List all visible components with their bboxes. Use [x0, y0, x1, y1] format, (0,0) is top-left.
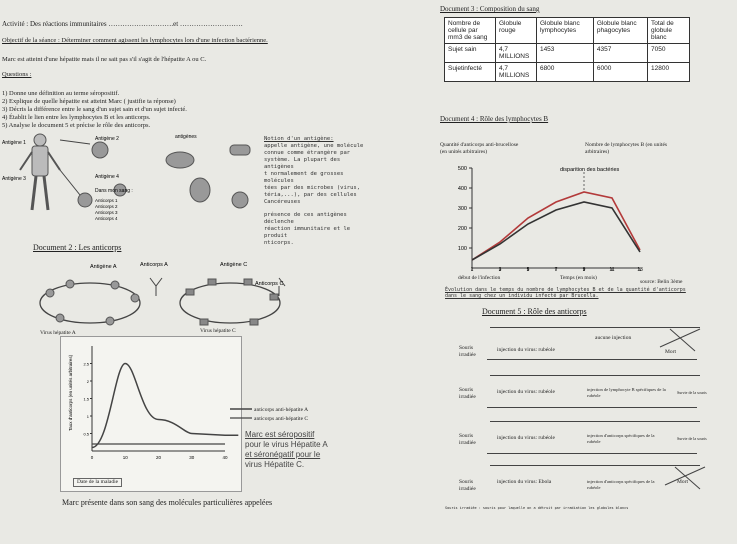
virus-a-label: Virus hépatite A — [40, 330, 76, 336]
result-label: Survie de la souris — [677, 436, 707, 441]
definition-line: Notion d'un antigène: — [264, 136, 334, 142]
x-tick-label: 40 — [222, 455, 228, 460]
doc2-title: Document 2 : Les anticorps — [33, 243, 122, 252]
antigen-c-label: Antigène C — [220, 262, 248, 268]
y-tick-label: 200 — [457, 226, 467, 232]
antibody-1-label: Anticorps 1 — [95, 198, 118, 203]
doc5-experiments — [455, 325, 715, 505]
souris-label: Souris irradiée — [459, 345, 476, 358]
header-cell: Globule blanc phagocytes — [593, 18, 647, 44]
bacteria-annotation: disparition des bactéries — [560, 167, 620, 173]
souris-label: Souris irradiée — [459, 387, 476, 400]
y-tick-label: 0.5 — [83, 431, 89, 437]
injection-label: injection du virus: rubéole — [497, 347, 555, 353]
legend-hep-c: anticorps anti-hépatite C — [254, 416, 309, 422]
definition-line: téria,...), par des cellules Cancéreuses — [264, 192, 357, 205]
header-cell: Total de globule blanc — [648, 18, 690, 44]
virus-c-shape — [180, 283, 280, 323]
definition-line: tées par des microbes (virus, — [264, 185, 361, 191]
conclusion-line: virus Hépatite C. — [245, 460, 305, 469]
series-hep-a-line — [92, 364, 238, 448]
injection-label: injection du virus: rubéole — [497, 435, 555, 441]
objective: Objectif de la séance : Déterminer comment agissent les lymphocytes lors d'une infection bactérienne. — [2, 37, 268, 44]
header-cell: Globule rouge — [496, 18, 537, 44]
doc4-y-right-title: Nombre de lymphocytes B (en unités arbitraires) — [585, 142, 668, 155]
question-2: 2) Explique de quelle hépatite est atteint Marc ( justifie ta réponse) — [2, 98, 176, 105]
definition-line: réaction immunitaire et le produit — [264, 226, 351, 239]
antigens-label: antigènes — [175, 134, 197, 140]
questions-title: Questions : — [2, 71, 32, 78]
x-tick-label: 13 — [637, 267, 643, 273]
question-4: 4) Établit le lien entre les lymphocytes B et les anticorps. — [2, 114, 151, 121]
x-tick-label: 7 — [554, 267, 558, 273]
third-label: injection d'anticorps spécifiques de la rubéole — [587, 479, 655, 490]
antigen-illustration — [0, 130, 290, 240]
x-tick-label: 0 — [90, 455, 94, 460]
injection-label: injection du virus: Ebola — [497, 479, 552, 485]
question-1: 1) Donne une définition au terme séropositif. — [2, 90, 120, 97]
experiment-row — [455, 463, 715, 503]
doc5-footnote: Souris irradiée : souris pour laquelle on a détruit par irradiation les globules blancs — [445, 506, 629, 510]
lymphocyte-b-chart — [440, 160, 690, 280]
header-cell: Globule blanc lymphocytes — [536, 18, 593, 44]
definition-line: nticorps. — [264, 240, 294, 246]
case-statement: Marc est atteint d'une hépatite mais il ne sait pas s'il s'agit de l'hépatite A ou C. — [2, 56, 207, 63]
x-tick-label: 10 — [122, 455, 128, 460]
definition-line: connue comme étrangère par — [264, 150, 351, 156]
x-tick-label: 1 — [470, 267, 474, 273]
bottom-statement: Marc présente dans son sang des molécules particulières appelées — [62, 498, 273, 507]
antibody-virus-diagram — [30, 258, 290, 338]
mouse-icon — [660, 463, 710, 491]
result-label: Mort — [665, 349, 676, 355]
table-cell: 1453 — [536, 44, 593, 63]
question-3: 3) Décris la différence entre le sang d'un sujet sain et d'un sujet infecté. — [2, 106, 187, 113]
table-cell: 6000 — [593, 63, 647, 82]
virus-a-shape — [40, 283, 140, 323]
conclusion-line: Marc est séropositif — [245, 430, 315, 439]
definition-line: présence de ces antigènes déclenche — [264, 212, 347, 225]
antigen-definition — [264, 136, 372, 247]
conclusion-line: et séronégatif pour le — [245, 450, 321, 459]
table-cell: 4,7 MILLIONS — [496, 44, 537, 63]
mouse-icon — [655, 325, 705, 355]
injection-label: injection du virus: rubéole — [497, 389, 555, 395]
conclusion-line: pour le virus Hépatite A — [245, 440, 328, 449]
antigen-3-label: Antigène 3 — [2, 176, 26, 182]
x-tick-label: 5 — [526, 267, 530, 273]
y-tick-label: 1 — [86, 414, 89, 419]
x-tick-label: 11 — [609, 267, 615, 273]
souris-label: Souris irradiée — [459, 479, 476, 492]
table-cell: 12800 — [648, 63, 690, 82]
experiment-row — [455, 417, 715, 461]
header-cell: Nombre de cellule par mm3 de sang — [445, 18, 496, 44]
marc-y-label: Taux d'anticorps (en unités arbitraires) — [68, 354, 73, 431]
y-tick-label: 100 — [457, 246, 467, 252]
series-line-1 — [472, 192, 640, 260]
series-line-2 — [472, 202, 640, 260]
experiment-row — [455, 325, 715, 369]
marc-conclusion — [245, 430, 328, 470]
antibody-a-label: Anticorps A — [140, 262, 168, 268]
x-tick-label: 30 — [189, 455, 195, 460]
table-cell: 4357 — [593, 44, 647, 63]
x-tick-label: 3 — [498, 267, 502, 273]
table-cell: Sujet sain — [445, 44, 496, 63]
y-tick-label: 2 — [86, 379, 89, 384]
experiment-row — [455, 371, 715, 415]
antigen-4-label: Antigène 4 — [95, 174, 119, 180]
antibody-a-shape — [150, 278, 162, 296]
y-tick-label: 400 — [457, 186, 467, 192]
antibody-c-label: Anticorps C — [255, 281, 284, 287]
table-cell: 4,7 MILLIONS — [496, 63, 537, 82]
antigen-2-label: Antigène 2 — [95, 136, 119, 142]
antibody-3-label: Anticorps 3 — [95, 210, 118, 215]
third-label: injection de lymphocyte B spécifiques de la rubéole — [587, 387, 666, 398]
doc4-x-start: début de l'infection — [458, 275, 501, 281]
y-tick-label: 300 — [457, 206, 467, 212]
marc-date-label: Date de la maladie — [73, 478, 122, 487]
table-row — [445, 63, 690, 82]
result-label: Survie de la souris — [677, 390, 707, 395]
person-figure — [20, 134, 60, 210]
doc4-title: Document 4 : Rôle des lymphocytes B — [440, 115, 549, 123]
definition-line: t normalement de grosses molécules — [264, 171, 344, 184]
souris-label: Souris irradiée — [459, 433, 476, 446]
question-5: 5) Analyse le document 5 et précise le rôle des anticorps. — [2, 122, 151, 129]
doc3-title: Document 3 : Composition du sang — [440, 5, 540, 13]
definition-line: appelle antigène, une molécule — [264, 143, 364, 149]
y-tick-label: 1.5 — [83, 396, 89, 402]
y-tick-label: 500 — [457, 166, 467, 172]
antibody-2-label: Anticorps 2 — [95, 204, 118, 209]
antigen-1-label: Antigène 1 — [2, 140, 26, 146]
y-tick-label: 2.5 — [83, 361, 89, 367]
table-cell: 6800 — [536, 63, 593, 82]
definition-line: système. La plupart des antigènes — [264, 157, 341, 170]
table-cell: 7050 — [648, 44, 690, 63]
x-tick-label: 9 — [582, 267, 586, 273]
blood-composition-table — [444, 17, 690, 82]
doc5-title: Document 5 : Rôle des anticorps — [482, 307, 587, 316]
doc4-y-left-title: Quantité d'anticorps anti-brucellose (en unités arbitraires) — [440, 142, 519, 155]
doc4-caption: Évolution dans le temps du nombre de lymphocytes B et de la quantité d'anticorps dans le sang chez un individu infecté par Brucella. — [445, 287, 686, 299]
table-row — [445, 44, 690, 63]
result-label: Mort — [677, 479, 688, 485]
doc4-source: source: Belin 3ème — [640, 279, 683, 285]
virus-c-label: Virus hépatite C — [200, 328, 236, 334]
antibody-4-label: Anticorps 4 — [95, 216, 118, 221]
activity-title: Activité : Des réactions immunitaires ……………………….et ……………………… — [2, 20, 243, 28]
third-label: aucune injection — [595, 335, 632, 341]
table-cell: Sujetinfecté — [445, 63, 496, 82]
x-tick-label: 20 — [155, 455, 162, 460]
blood-label: Dans mon sang : — [95, 188, 133, 194]
third-label: injection d'anticorps spécifiques de la rubéole — [587, 433, 655, 444]
table-header-row — [445, 18, 690, 44]
doc4-x-title: Temps (en mois) — [560, 275, 597, 281]
questions-list — [2, 90, 302, 130]
legend-hep-a: anticorps anti-hépatite A — [254, 407, 309, 413]
antigen-a-label: Antigène A — [90, 264, 117, 270]
